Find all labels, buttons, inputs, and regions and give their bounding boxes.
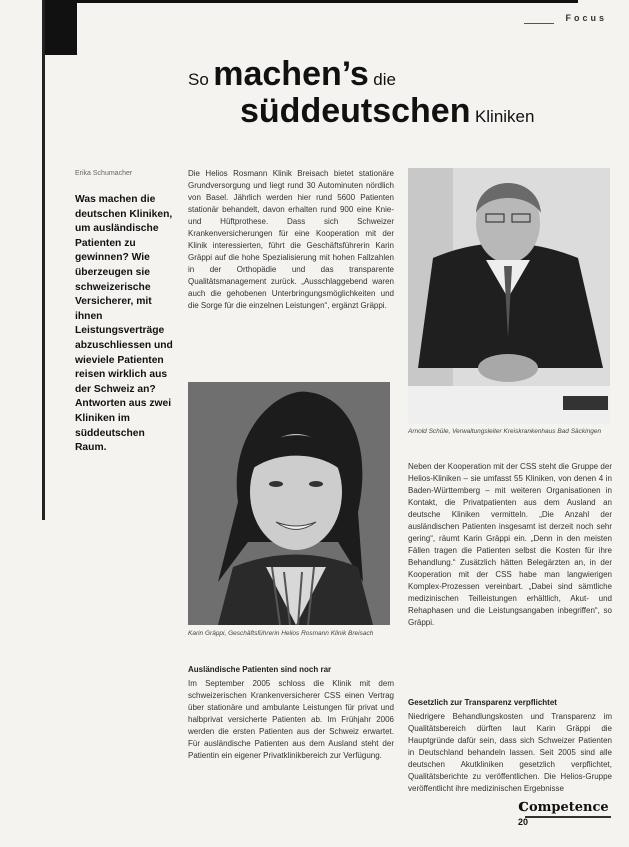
logo-text: ompetence (528, 800, 609, 815)
logo-initial: c (518, 795, 529, 816)
left-rule (42, 0, 45, 520)
section-rule (524, 23, 554, 24)
body-column-2-bottom (188, 664, 394, 764)
body-column-3-top (408, 461, 612, 631)
body-column-2-top (188, 168, 394, 314)
lead-paragraph: Was machen die deutschen Kliniken, um ausländische Patienten zu gewinnen? Wie überzeugen sie schweizerische Versicherer, mit ihnen Leistungsverträge abzuschliessen und wieviele Patienten reisen wirklich aus der Schweiz an? Antworten aus zwei Kliniken im süddeutschen Raum. (75, 194, 173, 454)
body-paragraph: Die Helios Rosmann Klinik Breisach bietet stationäre Grundversorgung und liegt rund 30 Autominuten nördlich von Basel. Jährlich werden hier rund 5600 Patienten stationär behandelt, davon erhalten rund 900 eine Knie- und Hüftprothese. Dass sich Schweizer Krankenversicherungen für eine Kooperation mit der Klinik interessierten, führt die Geschäftsführerin Karin Gräppi auf die hohe Spezialisierung mit hohen Fallzahlen in der Orthopädie und das transparente Qualitätsmanagement zurück. „Ausschlaggebend waren auch die gehobenen Unterbringungsmöglichkeiten und die Sorge für die einzelnen Leistungen“, ergänzt Gräppi. (188, 169, 394, 310)
photo-caption-man: Arnold Schüle, Verwaltungsleiter Kreiskrankenhaus Bad Säckingen (408, 428, 602, 435)
subheading: Ausländische Patienten sind noch rar (188, 665, 332, 674)
headline-so: So (188, 70, 209, 89)
headline-machens: machen’s (213, 55, 369, 93)
headline-line1 (188, 55, 396, 94)
body-column-3-bottom (408, 697, 612, 797)
section-label: Focus (565, 13, 607, 23)
top-rule (58, 0, 578, 3)
portrait-photo-man (408, 168, 610, 424)
logo-underline (525, 816, 611, 818)
author-byline: Erika Schumacher (75, 170, 133, 177)
photo-caption-woman: Karin Gräppi, Geschäftsführerin Helios Rosmann Klinik Breisach (188, 630, 374, 637)
body-paragraph: Neben der Kooperation mit der CSS steht die Gruppe der Helios-Kliniken – sie umfasst 55 Kliniken, von denen 4 in Baden-Württemberg – mit weiteren Organisationen in Kontakt, die Privatpatienten aus dem Ausland an deutsche Kliniken vermitteln. „Die Anzahl der ausländischen Patienten insgesamt ist derzeit noch sehr gering“, räumt Karin Gräppi ein. „Denn in den meisten Fällen tragen die Patienten selbst die Kosten für ihre Behandlung.“ Zusätzlich hätten Belegärzten an, in der Kooperation mit der CSS habe man langwierigen Komplex-Prozessen vereinbart. „Dabei sind sämtliche medizinischen Teilleistungen erhältlich, Akut- und Rehaphasen und die Leistungsangaben inbegriffen“, so Gräppi. (408, 462, 612, 627)
body-paragraph: Niedrigere Behandlungskosten und Transparenz im Qualitätsbereich dürften laut Karin Gräppi die Hauptgründe dafür sein, dass sich Schweizer Patienten in Deutschland behandeln lassen. Seit 2005 sind alle deutschen Akutkliniken gesetzlich verpflichtet, Qualitätsberichte zu veröffentlichen. Die Helios-Gruppe veröffentlicht ihre medizinischen Ergebnisse (408, 712, 612, 793)
portrait-woman-illustration (188, 382, 390, 625)
page-number: 20 (518, 817, 529, 827)
body-paragraph: Im September 2005 schloss die Klinik mit dem schweizerischen Krankenversicherer CSS einen Vertrag über stationäre und ambulante Leistungen für privat und halbprivat versicherte Patienten ab. Im Frühjahr 2006 werden die ersten Patienten aus der Schweiz erwartet. Für ausländische Patienten aus dem Ausland steht der Patientin ein eigener Privatklinikbereich zur Verfügung. (188, 679, 394, 760)
headline-sueddeutschen: süddeutschen (240, 92, 471, 130)
competence-logo (518, 795, 609, 816)
portrait-photo-woman (188, 382, 390, 625)
subheading: Gesetzlich zur Transparenz verpflichtet (408, 698, 557, 707)
portrait-man-illustration (408, 168, 610, 424)
headline-kliniken: Kliniken (474, 107, 535, 126)
headline-die: die (373, 70, 396, 89)
corner-block (42, 0, 77, 55)
headline-line2 (240, 92, 534, 131)
